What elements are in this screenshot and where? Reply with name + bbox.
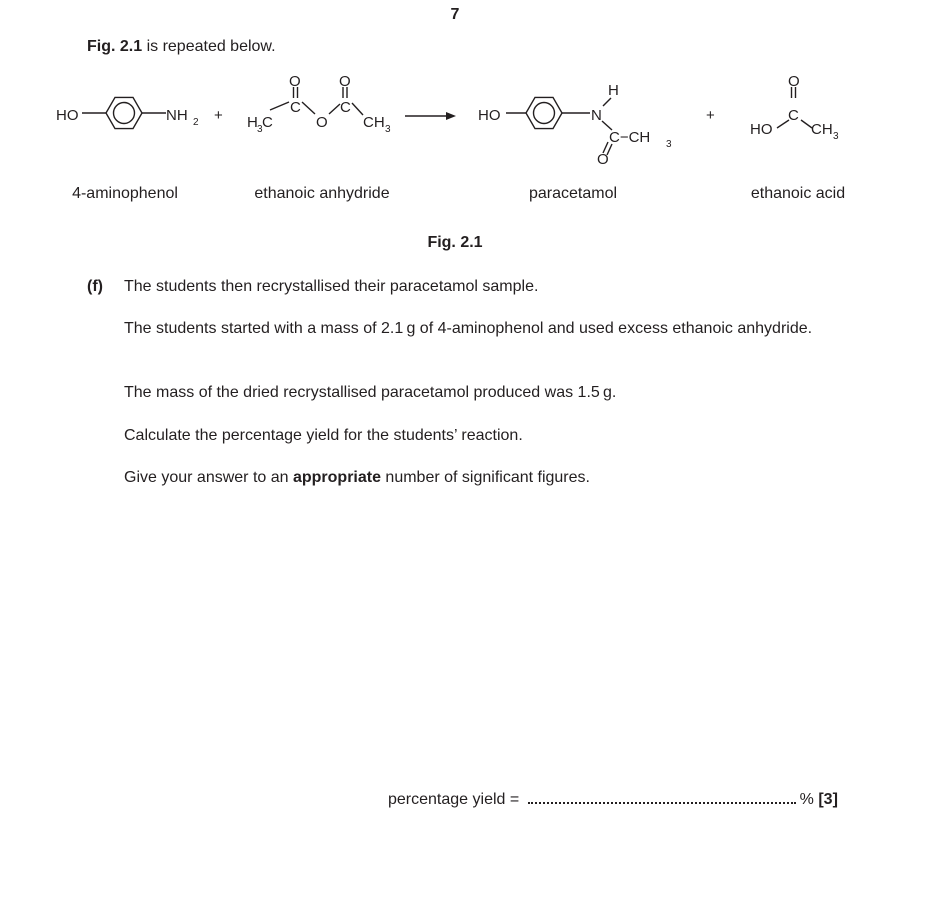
label-ethanoic-anhydride: ethanoic anhydride [254, 185, 390, 202]
question-part-label: (f) [87, 278, 103, 295]
anhydride-h-sub: 3 [257, 124, 263, 135]
anhydride-h: H [247, 114, 258, 131]
reaction-scheme [0, 70, 926, 170]
question-paragraph-4: Calculate the percentage yield for the students’ reaction. [124, 427, 523, 444]
label-paracetamol: paracetamol [528, 185, 618, 202]
reactant1-sub: 2 [193, 117, 199, 128]
acid-c: C [788, 107, 799, 124]
intro-rest: is repeated below. [142, 38, 276, 55]
answer-blank[interactable] [528, 788, 796, 804]
paracetamol-ho: HO [478, 107, 501, 124]
paracetamol-h: H [608, 82, 619, 99]
plus-sign-2: + [706, 107, 715, 124]
intro-text [87, 38, 276, 56]
anhydride-c1: C [290, 99, 301, 116]
anhydride-o1: O [289, 73, 301, 90]
paracetamol-c-ch: C−CH [609, 129, 651, 146]
anhydride-ch: CH [363, 114, 385, 131]
label-4-aminophenol: 4-aminophenol [72, 185, 178, 202]
answer-unit: % [799, 791, 814, 808]
page-number: 7 [450, 6, 460, 23]
benzene-ring-1-circle [114, 103, 135, 124]
question-paragraph-3: The mass of the dried recrystallised paracetamol produced was 1.5 g. [124, 384, 617, 401]
figure-caption: Fig. 2.1 [427, 234, 483, 251]
paracetamol-n: N [591, 107, 602, 124]
plus-sign-1: + [214, 107, 223, 124]
fig-reference: Fig. 2.1 [87, 38, 143, 55]
acid-ho: HO [750, 121, 773, 138]
anhydride-hc: C [262, 114, 273, 131]
reactant1-nh: NH [166, 107, 188, 124]
question-paragraph-1: The students then recrystallised their paracetamol sample. [124, 278, 539, 295]
marks-allocation: [3] [818, 791, 838, 808]
paracetamol-sub: 3 [666, 139, 672, 150]
question-paragraph-2: The students started with a mass of 2.1 g of 4-aminophenol and used excess ethanoic anhydride. [124, 320, 813, 337]
acid-ch: CH [811, 121, 833, 138]
label-ethanoic-acid: ethanoic acid [750, 185, 846, 202]
answer-label: percentage yield = [388, 791, 524, 808]
anhydride-o2: O [339, 73, 351, 90]
benzene-ring-2-circle [534, 103, 555, 124]
paracetamol-o: O [597, 151, 609, 168]
reactant1-ho: HO [56, 107, 79, 124]
acid-sub: 3 [833, 131, 839, 142]
emphasis-appropriate: appropriate [292, 469, 381, 486]
anhydride-c2: C [340, 99, 351, 116]
question-paragraph-5: Give your answer to an appropriate number of significant figures. [124, 469, 590, 486]
answer-line [388, 788, 838, 809]
anhydride-ch-sub: 3 [385, 124, 391, 135]
anhydride-bridge-o: O [316, 114, 328, 131]
acid-o: O [788, 73, 800, 90]
